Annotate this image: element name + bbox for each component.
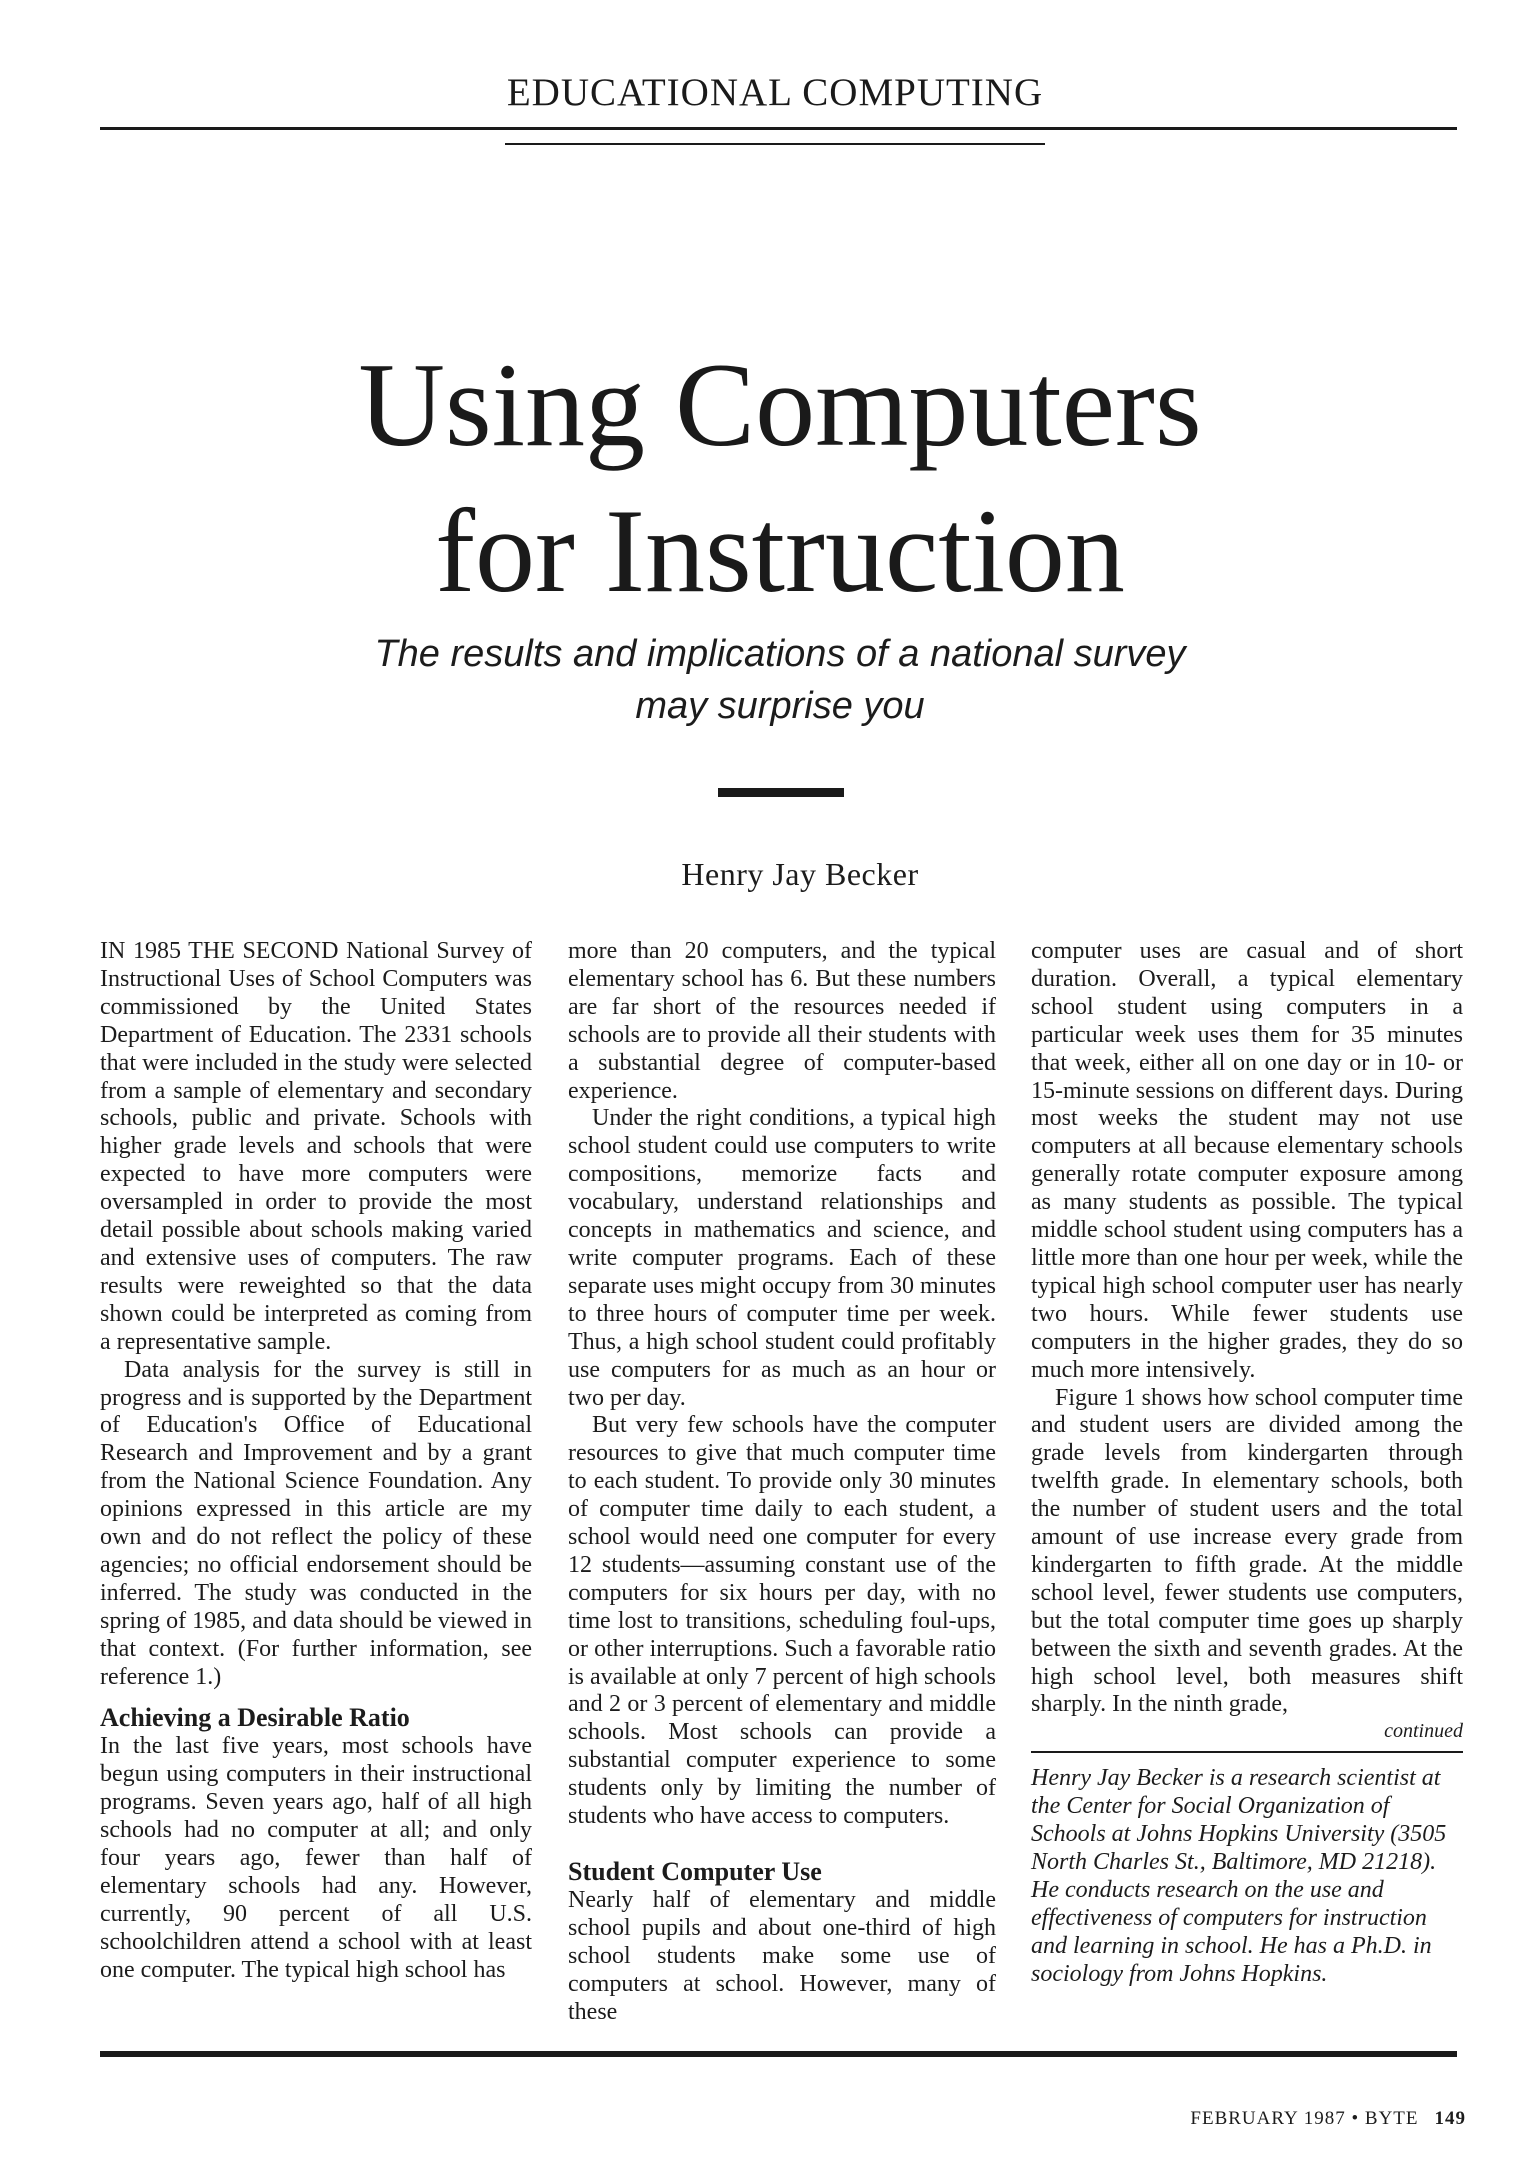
- author-byline: Henry Jay Becker: [681, 856, 919, 892]
- text-column-2: [568, 938, 996, 2027]
- footer-rule: [100, 2051, 1457, 2057]
- paragraph: Data analysis for the survey is still in progress and is supported by the Department of Education's Office of Educational Research and Improvement and by a grant from the National Science Foundation. Any opinions expressed in this article are my own and do not reflect the policy of these agencies; no official endorsement should be inferred. The study was conducted in the spring of 1985, and data should be viewed in that context. (For further information, see reference 1.): [100, 1356, 532, 1690]
- title-line-2: for Instruction: [435, 484, 1125, 617]
- paragraph: IN 1985 THE SECOND National Survey of Instructional Uses of School Computers was commissioned by the United States Department of Education. The 2331 schools that were included in the study were selected from a sample of elementary and secondary schools, public and private. Schools with higher grade levels and schools that were expected to have more computers were oversampled in order to provide the most detail possible about schools making varied and extensive uses of computers. The raw results were reweighted so that the data shown could be interpreted as coming from a representative sample.: [100, 938, 532, 1355]
- paragraph: more than 20 computers, and the typical elementary school has 6. But these numbers are far short of the resources needed if schools are to provide all their students with a substantial degree of computer-based experience.: [568, 938, 996, 1104]
- bio-divider: [1031, 1751, 1463, 1753]
- section-heading: Student Computer Use: [568, 1857, 822, 1886]
- title-line-1: Using Computers: [358, 338, 1202, 471]
- paragraph: computer uses are casual and of short duration. Overall, a typical elementary school student using computers in a particular week uses them for 35 minutes that week, either all on one day or in 10- or 15-minute sessions on different days. During most weeks the student may not use computers at all because elementary schools generally rotate computer exposure among as many students as possible. The typical middle school student using computers has a little more than one hour per week, while the typical high school computer user has nearly two hours. While fewer students use computers in the higher grades, they do so much more intensively.: [1031, 938, 1463, 1383]
- article-subtitle: [0, 628, 1523, 732]
- paragraph: Under the right conditions, a typical high school student could use computers to write compositions, memorize facts and vocabulary, understand relationships and concepts in mathematics and science, and write computer programs. Each of these separate uses might occupy from 30 minutes to three hours of computer time per week. Thus, a high school student could profitably use computers for as much as an hour or two per day.: [568, 1105, 996, 1411]
- page-number: 149: [1434, 2108, 1466, 2129]
- text-column-1: [100, 938, 532, 1985]
- paragraph: But very few schools have the computer resources to give that much computer time to each student. To provide only 30 minutes of computer time daily to each student, a school would need one computer for every 12 students—assuming constant use of the computers for six hours per day, with no time lost to transitions, scheduling foul-ups, or other interruptions. Such a favorable ratio is available at only 7 percent of high schools and 2 or 3 percent of elementary and middle schools. Most schools can provide a substantial computer experience to some students only by limiting the number of students who have access to computers.: [568, 1412, 996, 1830]
- page-footer: [1190, 2108, 1466, 2130]
- header-rule: [100, 127, 1457, 130]
- paragraph: In the last five years, most schools have begun using computers in their instructional programs. Seven years ago, half of all high schools had no computer at all; and only four years ago, fewer than half of elementary schools had any. However, currently, 90 percent of all U.S. schoolchildren attend a school with at least one computer. The typical high school has: [100, 1733, 532, 1983]
- author-bio: Henry Jay Becker is a research scientist at the Center for Social Organization of Schools at Johns Hopkins University (3505 North Charles St., Baltimore, MD 21218). He conducts research on the use and effectiveness of computers for instruction and learning in school. He has a Ph.D. in sociology from Johns Hopkins.: [1031, 1765, 1447, 1987]
- article-title: [0, 332, 1523, 624]
- subtitle-line-1: The results and implications of a national survey: [374, 633, 1186, 675]
- paragraph: Figure 1 shows how school computer time and student users are divided among the grade levels from kindergarten through twelfth grade. In elementary schools, both the number of student users and the total amount of use increase every grade from kindergarten to fifth grade. At the middle school level, fewer students use computers, but the total computer time goes up sharply between the sixth and seventh grades. At the high school level, both measures shift sharply. In the ninth grade,: [1031, 1384, 1463, 1718]
- title-divider-bar: [718, 788, 844, 797]
- issue-label: FEBRUARY 1987 • BYTE: [1190, 2108, 1419, 2129]
- section-header: EDUCATIONAL COMPUTING: [506, 71, 1044, 114]
- header-subrule: [505, 143, 1045, 145]
- text-column-3: [1031, 938, 1463, 1989]
- continued-label: continued: [1384, 1720, 1463, 1743]
- paragraph: Nearly half of elementary and middle school pupils and about one-third of high school students make some use of computers at school. However, many of these: [568, 1887, 996, 2025]
- section-heading: Achieving a Desirable Ratio: [100, 1703, 410, 1733]
- subtitle-line-2: may surprise you: [635, 685, 925, 727]
